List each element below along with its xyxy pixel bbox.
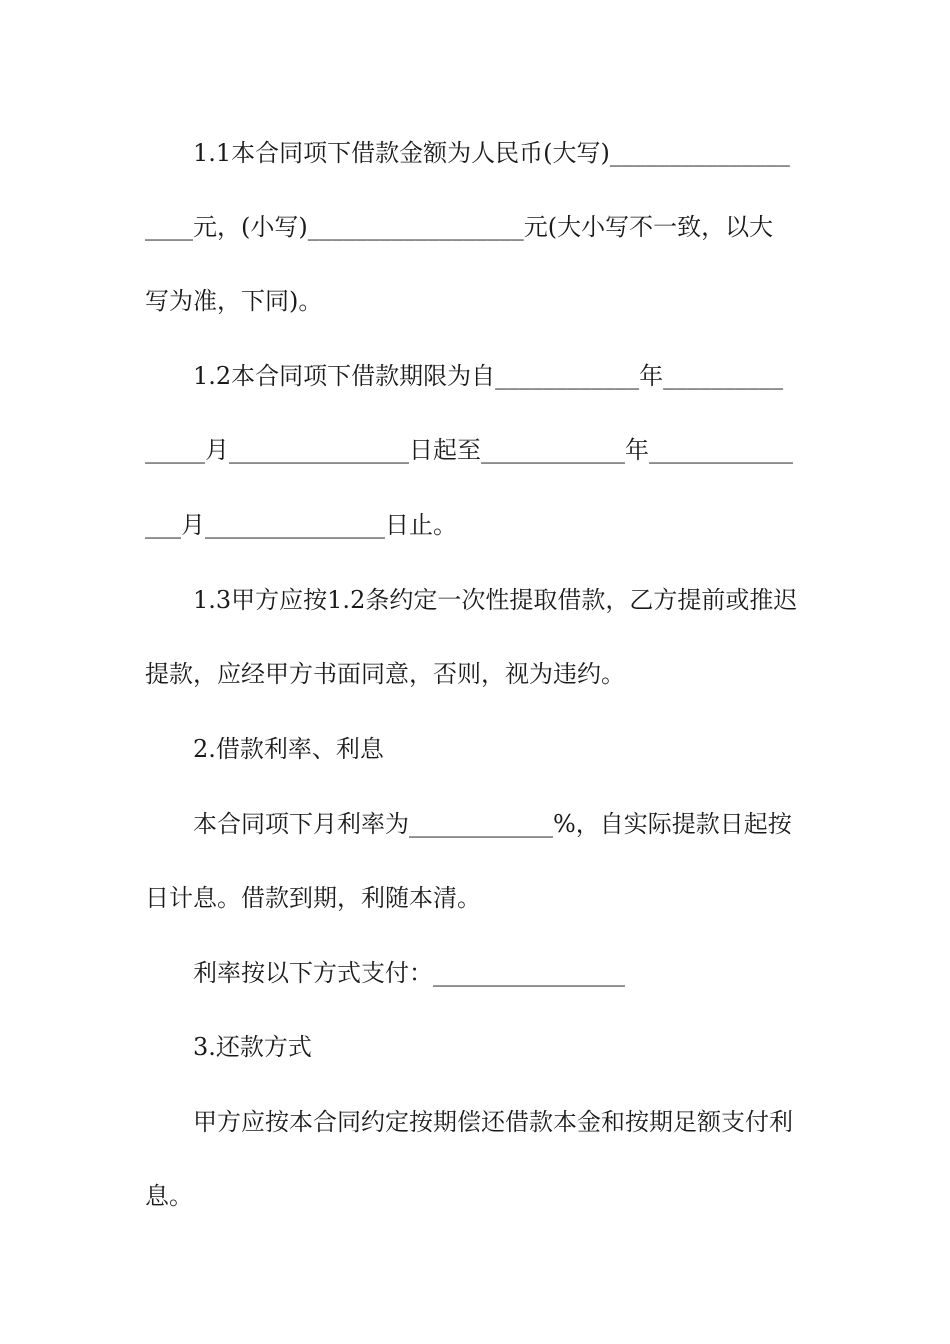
text-line: ___月_______________日止。	[145, 511, 457, 539]
text-line: ____元，(小写)__________________元(大小写不一致，以大	[145, 213, 774, 241]
section-heading: 2.借款利率、利息	[193, 735, 384, 763]
text-line: 1.1本合同项下借款金额为人民币(大写)_______________	[193, 139, 790, 167]
text-line: 写为准，下同)。	[145, 287, 323, 315]
text-line: 甲方应按本合同约定按期偿还借款本金和按期足额支付利	[193, 1108, 793, 1136]
text-line: 1.2本合同项下借款期限为自____________年__________	[193, 362, 784, 390]
text-line: 利率按以下方式支付：________________	[193, 959, 625, 987]
text-line: 本合同项下月利率为____________%，自实际提款日起按	[193, 810, 792, 838]
text-line: 日计息。借款到期，利随本清。	[145, 884, 481, 912]
section-heading: 3.还款方式	[193, 1033, 312, 1061]
text-line: 1.3甲方应按1.2条约定一次性提取借款，乙方提前或推迟	[193, 586, 798, 614]
text-line: 息。	[145, 1182, 193, 1210]
text-line: _____月_______________日起至____________年____________	[145, 436, 793, 464]
text-line: 提款，应经甲方书面同意，否则，视为违约。	[145, 660, 625, 688]
